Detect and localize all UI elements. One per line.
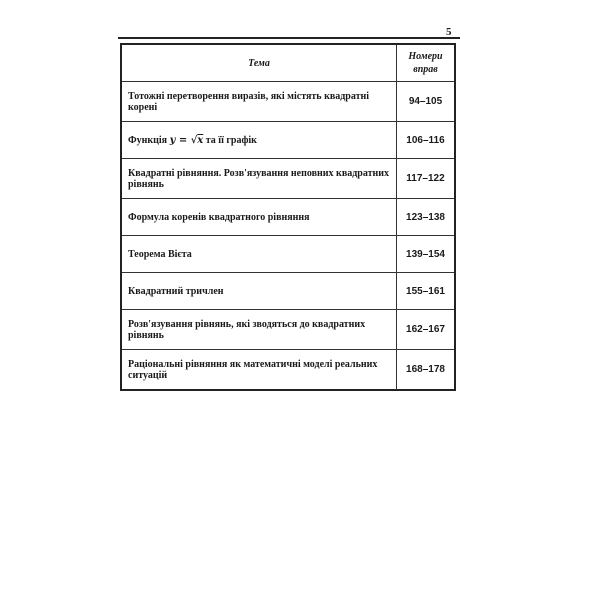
column-header-topic: Тема [121,44,397,82]
topic-cell: Раціональні рівняння як математичні моделі реальних ситуацій [121,350,397,391]
table-row [121,273,455,310]
page-number: 5 [446,26,452,38]
column-header-exercises-line2: вправ [413,64,438,75]
table-row [121,82,455,122]
table-header-row [121,44,455,82]
topic-cell: Розв'язування рівнянь, які зводяться до квадратних рівнянь [121,310,397,350]
exercise-range-cell: 139–154 [397,236,456,273]
topic-cell: Квадратний тричлен [121,273,397,310]
topic-suffix: та її графік [205,134,257,146]
column-header-exercises-line1: Номери [408,51,443,62]
sqrt-formula [170,135,204,146]
exercise-range-cell: 123–138 [397,199,456,236]
topic-prefix: Функція [128,134,168,146]
exercise-range-cell: 162–167 [397,310,456,350]
exercise-range-cell: 117–122 [397,159,456,199]
table-row [121,199,455,236]
table-row [121,236,455,273]
exercise-range-cell: 94–105 [397,82,456,122]
topic-cell: Теорема Вієта [121,236,397,273]
table-row [121,159,455,199]
table-row [121,122,455,159]
exercise-range-cell: 168–178 [397,350,456,391]
formula-lhs: y [169,134,176,146]
topic-cell: Тотожні перетворення виразів, які містять квадратні корені [121,82,397,122]
formula-equals: = [175,134,191,146]
column-header-exercises [397,44,456,82]
header-rule [118,37,460,39]
table-row [121,350,455,391]
table-row [121,310,455,350]
topic-cell: Формула коренів квадратного рівняння [121,199,397,236]
topics-table [120,43,456,391]
topic-cell: Квадратні рівняння. Розв'язування неповних квадратних рівнянь [121,159,397,199]
exercise-range-cell: 106–116 [397,122,456,159]
formula-radicand: x [197,134,204,146]
topic-cell [121,122,397,159]
exercise-range-cell: 155–161 [397,273,456,310]
radical-sign: √ [190,134,198,146]
